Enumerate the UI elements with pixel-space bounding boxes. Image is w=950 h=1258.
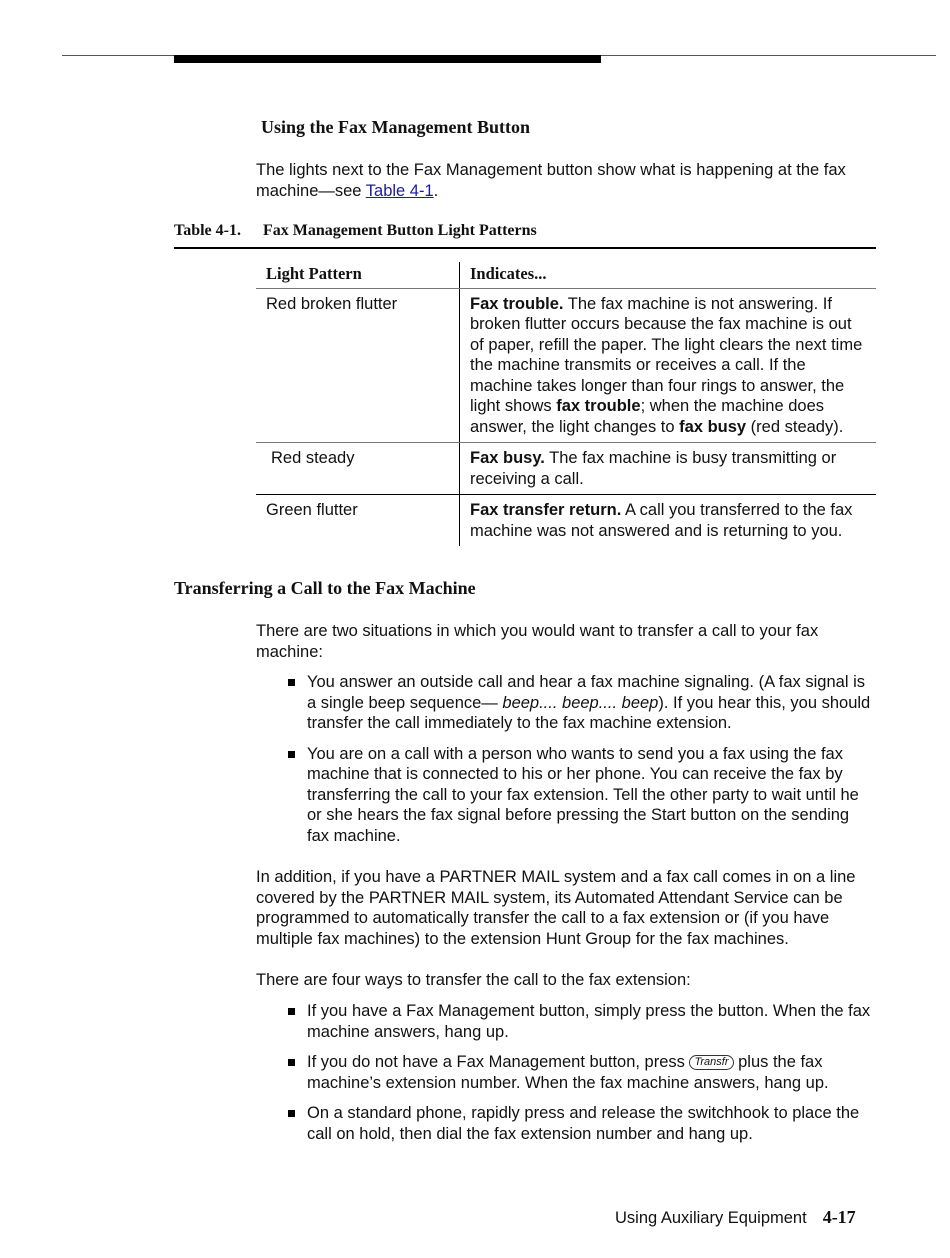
list-item xyxy=(256,1052,874,1093)
intro-text: The lights next to the Fax Management button show what is happening at the fax machine—see xyxy=(256,161,846,200)
list-item xyxy=(256,672,874,734)
indicates-text: A call you transferred to the fax machine was not answered and is returning to you. xyxy=(470,501,853,540)
bullet-list xyxy=(256,672,874,856)
section-title-transfer: Transferring a Call to the Fax Machine xyxy=(174,578,476,598)
paragraph: In addition, if you have a PARTNER MAIL system and a fax call comes in on a line covered by the PARTNER MAIL system, its Automated Attendant Service can be programmed to automatically transfer the call to a fax extension or (if you have multiple fax machines) to the extension Hunt Group for the fax machines. xyxy=(256,868,856,948)
indicates-text: (red steady). xyxy=(746,417,844,436)
list-item xyxy=(256,1103,874,1144)
pattern-cell xyxy=(256,443,460,495)
list-item xyxy=(256,1001,874,1042)
list-item-italic: beep.... beep.... beep xyxy=(502,693,659,712)
table-row xyxy=(256,495,876,547)
table-title: Fax Management Button Light Patterns xyxy=(263,222,537,239)
light-pattern-table xyxy=(256,262,876,546)
intro-text-end: . xyxy=(433,181,439,200)
indicates-text: The fax machine is busy transmitting or receiving a call. xyxy=(470,449,837,488)
list-item-text: ). If you hear this, you should transfer the call immediately to the fax machine extension. xyxy=(307,693,871,732)
header-bar xyxy=(174,55,601,63)
indicates-bold: fax busy xyxy=(679,417,747,436)
list-item xyxy=(256,744,874,847)
bullet-icon xyxy=(288,679,295,686)
pattern-cell: Green flutter xyxy=(256,495,460,547)
pattern-label: Red steady xyxy=(271,449,355,467)
page-footer xyxy=(615,1207,856,1228)
indicates-bold: fax trouble xyxy=(556,397,641,415)
table-header-indicates: Indicates... xyxy=(460,262,877,288)
list-item-text: If you have a Fax Management button, simply press the button. When the fax machine answers, hang up. xyxy=(307,1002,871,1041)
footer-chapter: Using Auxiliary Equipment xyxy=(615,1209,807,1227)
paragraph: There are two situations in which you would want to transfer a call to your fax machine: xyxy=(256,622,819,661)
indicates-text: ; when the machine does answer, the light changes to xyxy=(470,397,825,436)
list-item-text: You answer an outside call and hear a fax machine signaling. (A fax signal is a single beep sequence— xyxy=(307,673,865,712)
table-caption xyxy=(174,222,537,240)
intro-paragraph xyxy=(256,160,874,201)
table-header-pattern: Light Pattern xyxy=(256,262,460,288)
indicates-cell xyxy=(460,495,877,547)
list-item-text: If you do not have a Fax Management button, press xyxy=(307,1053,690,1071)
table-link[interactable]: Table 4-1 xyxy=(365,181,434,200)
bullet-icon xyxy=(288,1110,295,1117)
pattern-cell: Red broken flutter xyxy=(256,288,460,443)
list-item-text: plus the fax machine’s extension number. When the fax machine answers, hang up. xyxy=(307,1053,829,1092)
indicates-lead: Fax transfer return. xyxy=(470,501,622,519)
list-item-text: On a standard phone, rapidly press and release the switchhook to place the call on hold, then dial the fax extension number and hang up. xyxy=(307,1104,860,1143)
bullet-icon xyxy=(288,1008,295,1015)
table-row xyxy=(256,288,876,443)
table-rule xyxy=(174,247,876,249)
bullet-list xyxy=(256,1001,874,1154)
indicates-lead: Fax busy. xyxy=(470,449,545,467)
indicates-cell xyxy=(460,288,877,443)
indicates-text: The fax machine is not answering. If broken flutter occurs because the fax machine is out of paper, refill the paper. The light clears the next time the machine transmits or receives a call. If the machine takes longer than four rings to answer, the light shows xyxy=(470,294,863,415)
indicates-cell xyxy=(460,443,877,495)
section-title: Using the Fax Management Button xyxy=(261,117,530,137)
paragraph: There are four ways to transfer the call to the fax extension: xyxy=(256,971,691,989)
transfer-key-icon: Transfr xyxy=(689,1055,733,1070)
table-row xyxy=(256,443,876,495)
page-number: 4-17 xyxy=(822,1207,856,1227)
bullet-icon xyxy=(288,751,295,758)
bullet-icon xyxy=(288,1059,295,1066)
table-number: Table 4-1. xyxy=(174,222,241,239)
indicates-lead: Fax trouble. xyxy=(470,294,564,313)
list-item-text: You are on a call with a person who wants to send you a fax using the fax machine that is connected to his or her phone. You can receive the fax by transferring the call to your fax extension. Tell the other party to wait until he or she hears the fax signal before pressing the Start button on the sending fax machine. xyxy=(307,744,859,845)
